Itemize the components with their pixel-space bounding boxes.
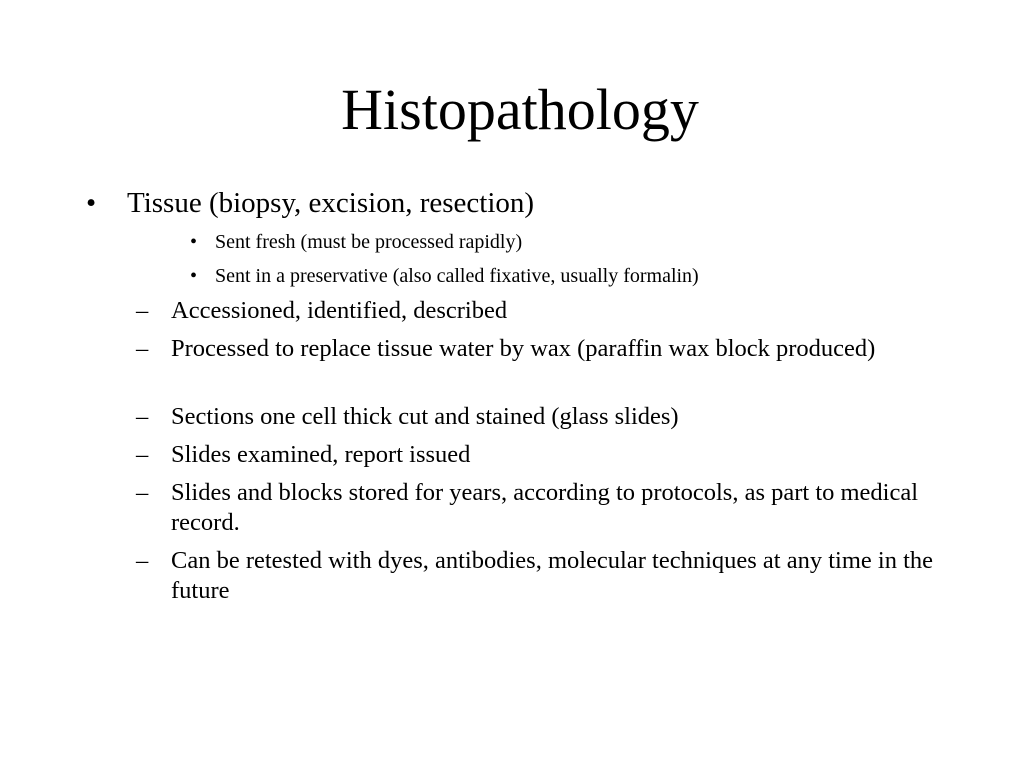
slide-title: Histopathology <box>341 77 699 142</box>
bullet-marker: • <box>86 187 97 219</box>
step-text: Processed to replace tissue water by wax (paraffin wax block produced) <box>171 335 876 362</box>
dash-marker: – <box>136 479 149 506</box>
sub-bullet-text: Sent fresh (must be processed rapidly) <box>215 231 523 253</box>
small-bullet-marker: • <box>190 231 198 253</box>
step-item <box>136 334 956 364</box>
main-bullet-item <box>86 186 966 220</box>
dash-marker: – <box>136 335 149 362</box>
step-item <box>136 440 956 470</box>
dash-marker: – <box>136 403 149 430</box>
sub-bullet-text: Sent in a preservative (also called fixative, usually formalin) <box>215 265 699 287</box>
dash-marker: – <box>136 547 149 574</box>
step-text: Accessioned, identified, described <box>171 297 508 324</box>
sub-bullet-item <box>190 264 950 288</box>
main-bullet-text: Tissue (biopsy, excision, resection) <box>127 187 535 219</box>
sub-bullet-item <box>190 230 950 254</box>
small-bullet-marker: • <box>190 265 198 287</box>
dash-marker: – <box>136 297 149 324</box>
step-text: Can be retested with dyes, antibodies, molecular techniques at any time in the future <box>171 547 934 604</box>
dash-marker: – <box>136 441 149 468</box>
step-text: Slides and blocks stored for years, according to protocols, as part to medical record. <box>171 479 919 536</box>
step-item <box>136 296 956 326</box>
step-item <box>136 546 956 606</box>
step-item <box>136 478 956 538</box>
step-item <box>136 402 956 432</box>
step-text: Slides examined, report issued <box>171 441 471 468</box>
step-text: Sections one cell thick cut and stained (glass slides) <box>171 403 679 430</box>
